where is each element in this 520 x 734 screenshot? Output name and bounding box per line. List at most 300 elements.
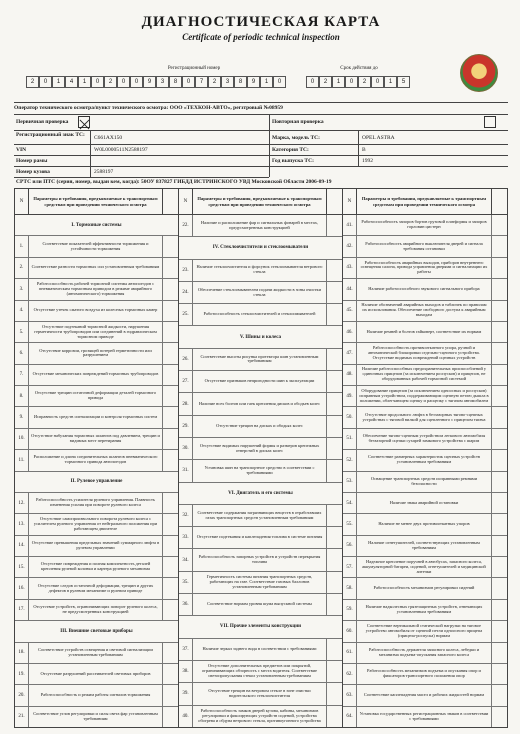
table-row xyxy=(15,279,178,300)
table-row xyxy=(179,683,342,705)
table-row xyxy=(15,664,178,685)
table-row xyxy=(179,572,342,594)
table-row xyxy=(15,429,178,450)
row-requirement: Работоспособность замков дверей кузова, кабины, механизмов регулировки и фиксирующих устройств сидений, устройства обогрева и обдува ветрового стекла, противоугонного устройства xyxy=(198,707,321,723)
row-requirement: Наличие обозначений аварийных выходов и табличек по правилам их использования. Обеспечение свободного доступа к аварийным выходам xyxy=(361,302,487,318)
row-check-cell[interactable] xyxy=(162,407,178,427)
row-requirement: Наличие зеркал заднего вида в соответствии с требованиями xyxy=(202,645,317,651)
row-check-cell[interactable] xyxy=(162,343,178,363)
row-requirement: Соответствие высоты рисунка протектора шин установленным требованиям xyxy=(200,353,319,364)
row-requirement: Отсутствие подтекания и каплепадения топлива в системе питания xyxy=(196,534,323,540)
diagnostic-card xyxy=(14,6,508,728)
row-number: 55. xyxy=(343,514,357,534)
digit-box: 8 xyxy=(169,76,182,88)
row-number: 11. xyxy=(15,450,29,470)
row-check-cell[interactable] xyxy=(491,685,507,705)
row-number: 8. xyxy=(15,386,29,406)
table-row xyxy=(343,343,507,364)
table-row xyxy=(179,304,342,326)
table-row xyxy=(343,621,507,642)
row-number: 22. xyxy=(179,215,193,236)
row-check-cell[interactable] xyxy=(491,279,507,299)
table-row xyxy=(179,460,342,482)
row-number: 39. xyxy=(179,683,193,704)
row-number: 18. xyxy=(15,643,29,663)
check-header xyxy=(326,189,342,214)
table-row xyxy=(15,407,178,428)
digit-box: 0 xyxy=(130,76,143,88)
row-number: 60. xyxy=(343,621,357,641)
row-check-cell[interactable] xyxy=(326,215,342,236)
row-requirement: Работоспособность аварийных выходов, приборов внутреннего освещения салона, привода управления дверями и сигнализации их работы xyxy=(360,259,488,275)
section-title: II. Рулевое управление xyxy=(70,479,123,485)
row-requirement: Наличие огнетушителей, соответствующих установленным требованиям xyxy=(368,539,480,550)
table-row xyxy=(15,343,178,364)
digit-box: 1 xyxy=(384,76,397,88)
table-row xyxy=(15,600,178,621)
row-requirement: Соответствие устройств освещения и световой сигнализации установленным требованиям xyxy=(38,646,153,657)
table-row xyxy=(179,505,342,527)
row-check-cell[interactable] xyxy=(162,429,178,449)
row-number: 32. xyxy=(179,505,193,526)
table-row xyxy=(179,215,342,237)
row-check-cell[interactable] xyxy=(491,536,507,556)
row-check-cell[interactable] xyxy=(491,258,507,278)
table-row xyxy=(179,549,342,571)
table-row xyxy=(343,578,507,599)
row-check-cell[interactable] xyxy=(326,304,342,325)
column-header-text: Параметры и требования, предъявляемые к транспортным средствам при проведении технического осмотра xyxy=(197,196,322,207)
table-row xyxy=(343,685,507,706)
row-number: 49. xyxy=(343,386,357,406)
digit-box: 8 xyxy=(234,76,247,88)
row-requirement: Отсутствие разрушений рассеивателей световых приборов xyxy=(40,670,151,676)
section-title: VI. Двигатель и его системы xyxy=(228,490,293,496)
row-number: 27. xyxy=(179,371,193,392)
table-row xyxy=(179,416,342,438)
digit-box: 0 xyxy=(273,76,286,88)
digit-box: 9 xyxy=(143,76,156,88)
row-requirement: Работоспособность запоров бортов грузовой платформы и запоров горловин цистерн xyxy=(361,219,487,230)
table-row xyxy=(343,600,507,621)
row-check-cell[interactable] xyxy=(162,685,178,705)
table-row xyxy=(343,450,507,471)
table-row xyxy=(15,301,178,322)
row-requirement: Отсутствие утечек сжатого воздуха из колесных тормозных камер xyxy=(33,307,158,313)
row-check-cell[interactable] xyxy=(326,505,342,526)
digit-box: 2 xyxy=(26,76,39,88)
row-requirement: Отсутствие самопроизвольного поворота рулевого колеса с усилителем рулевого управления от нейтрального положения при работающем двигателе xyxy=(33,516,158,531)
row-check-cell[interactable] xyxy=(326,572,342,593)
row-check-cell[interactable] xyxy=(491,472,507,492)
reg-number-label: Регистрационный номер xyxy=(167,66,221,71)
section-heading xyxy=(15,472,178,493)
row-requirement: Наличие знака аварийной остановки xyxy=(389,499,459,505)
section-title: VII. Прочие элементы конструкции xyxy=(219,624,302,630)
table-row xyxy=(343,365,507,386)
row-number: 14. xyxy=(15,536,29,556)
table-row xyxy=(343,536,507,557)
row-requirement: Отсутствие следов остаточной деформации, трещин и других дефектов в рулевом механизме и рулевом приводе xyxy=(37,582,154,593)
row-check-cell[interactable] xyxy=(491,450,507,470)
row-requirement: Отсутствие трещин остаточной деформации деталей тормозного привода xyxy=(34,390,157,401)
row-check-cell[interactable] xyxy=(491,664,507,684)
row-check-cell[interactable] xyxy=(491,322,507,342)
row-number: 2. xyxy=(15,258,29,278)
table-row xyxy=(179,393,342,415)
row-requirement: Отсутствие коррозии, грозящей потерей герметичности или разрушением xyxy=(39,347,152,358)
operator-line: Оператор технического осмотра/пункт технического осмотра: ООО «ТЕХКОН-АВТО», регзтровый №08959 xyxy=(14,105,283,111)
digit-box: 0 xyxy=(345,76,358,88)
row-requirement: Наличие и расположение фар и сигнальных фонарей в местах, предусмотренных конструкцией xyxy=(200,219,319,230)
digit-box: 0 xyxy=(117,76,130,88)
table-row xyxy=(343,514,507,535)
row-check-cell[interactable] xyxy=(491,621,507,641)
make-label: Марка, модель ТС: xyxy=(272,135,320,141)
vin-value: W0L0000511N2588197 xyxy=(94,147,148,153)
table-row xyxy=(15,685,178,706)
row-number: 31. xyxy=(179,460,193,481)
row-number: 61. xyxy=(343,643,357,663)
row-requirement: Отсутствие повреждения и полная комплектность деталей крепления рулевой колонки и картера рулевого механизма xyxy=(40,561,151,572)
row-check-cell[interactable] xyxy=(491,707,507,727)
column-header xyxy=(343,189,507,215)
row-number: 6. xyxy=(15,343,29,363)
digit-box: 3 xyxy=(221,76,234,88)
row-check-cell[interactable] xyxy=(326,549,342,570)
table-row xyxy=(343,215,507,236)
row-check-cell[interactable] xyxy=(162,493,178,513)
row-check-cell[interactable] xyxy=(162,643,178,663)
table-row xyxy=(15,322,178,343)
row-number: 19. xyxy=(15,664,29,684)
row-number: 50. xyxy=(343,407,357,427)
row-check-cell[interactable] xyxy=(162,664,178,684)
section-heading xyxy=(179,326,342,348)
table-row xyxy=(15,365,178,386)
row-number: 25. xyxy=(179,304,193,325)
section-heading xyxy=(179,483,342,505)
column-header xyxy=(15,189,178,215)
row-check-cell[interactable] xyxy=(326,706,342,727)
table-row xyxy=(15,236,178,257)
table-row xyxy=(179,639,342,661)
digit-box: 1 xyxy=(332,76,345,88)
row-number: 36. xyxy=(179,594,193,615)
digit-box: 7 xyxy=(195,76,208,88)
row-check-cell[interactable] xyxy=(491,643,507,663)
digit-box: 0 xyxy=(371,76,384,88)
row-requirement: Работоспособность держателя запасного колеса, лебедки и механизма подъема-опускания запасного колеса xyxy=(368,646,480,657)
category-value: B xyxy=(362,147,366,153)
body-value: 2588197 xyxy=(94,169,114,175)
table-row xyxy=(343,664,507,685)
table-row xyxy=(15,536,178,557)
row-number: 45. xyxy=(343,301,357,321)
table-row xyxy=(343,279,507,300)
row-check-cell[interactable] xyxy=(491,557,507,577)
body-label: Номер кузова xyxy=(16,169,50,175)
table-row xyxy=(179,260,342,282)
row-number: 29. xyxy=(179,416,193,437)
table-row xyxy=(343,493,507,514)
row-check-cell[interactable] xyxy=(162,279,178,299)
row-number: 4. xyxy=(15,301,29,321)
column-header-text: Параметры и требования, предъявляемые к транспортным средствам при проведении технического осмотра xyxy=(33,196,158,207)
row-check-cell[interactable] xyxy=(162,514,178,534)
row-requirement: Наличие всех болтов или гаек крепления дисков и ободьев колес xyxy=(198,400,321,406)
row-check-cell[interactable] xyxy=(326,460,342,481)
frame-label: Номер рамы xyxy=(16,158,48,164)
table-row xyxy=(343,258,507,279)
row-requirement: Работоспособность рабочей тормозной системы автопоездов с пневматическим тормозным приводом в режиме аварийного (автоматического) торможения xyxy=(36,280,155,296)
row-number: 26. xyxy=(179,349,193,370)
row-requirement: Обеспечение тягово-сцепным устройством легкового автомобиля беззазорной сцепки сухарей замкового устройства с шаром xyxy=(362,433,486,443)
row-number: 1. xyxy=(15,236,29,256)
section-title: V. Шины и колеса xyxy=(239,334,282,340)
row-check-cell[interactable] xyxy=(162,258,178,278)
row-check-cell[interactable] xyxy=(162,578,178,598)
row-number: 46. xyxy=(343,322,357,342)
digit-box: 0 xyxy=(91,76,104,88)
section-title: III. Внешние световые приборы xyxy=(60,628,133,634)
row-check-cell[interactable] xyxy=(162,600,178,620)
valid-until-label: Срок действия до xyxy=(340,66,378,71)
row-check-cell[interactable] xyxy=(326,349,342,370)
row-number: 42. xyxy=(343,236,357,256)
row-requirement: Наличие не менее двух противооткатных упоров xyxy=(378,520,470,526)
category-label: Категория ТС: xyxy=(272,147,309,153)
table-row xyxy=(343,301,507,322)
section-heading xyxy=(15,215,178,236)
n-header: N xyxy=(343,189,357,214)
row-requirement: Соответствие показателей эффективности торможения и устойчивости торможения xyxy=(42,240,149,251)
row-check-cell[interactable] xyxy=(326,661,342,682)
row-requirement: Работоспособность аварийного выключателя дверей и сигнала требования остановки xyxy=(365,240,483,251)
row-requirement: Наличие работоспособных предохранительных приспособлений у одиночных прицепов (за исключением роспусков) и прицепов, не оборудованных рабочей тормозной системой xyxy=(361,366,487,382)
table-row xyxy=(343,322,507,343)
row-number: 51. xyxy=(343,429,357,449)
emblem-seal xyxy=(460,54,498,92)
row-requirement: Соответствие размерных характеристик сцепных устройств установленным требованиям xyxy=(367,454,480,465)
row-check-cell[interactable] xyxy=(491,514,507,534)
digit-box: 2 xyxy=(104,76,117,88)
section-title: I. Тормозные системы xyxy=(71,222,122,228)
row-check-cell[interactable] xyxy=(326,260,342,281)
row-check-cell[interactable] xyxy=(326,594,342,615)
row-number: 7. xyxy=(15,365,29,385)
row-requirement: Наличие ремней и болтов гайковерт, соответствие их нормам xyxy=(366,328,482,334)
row-requirement: Соответствие вертикальной статической нагрузки на тяговое устройство автомобиля от сцепной петли одноосного прицепа (прицепа-роспуска) нормам xyxy=(365,622,483,638)
repeat-check-label: Повторная проверка xyxy=(272,119,324,125)
digit-box: 4 xyxy=(65,76,78,88)
reg-number-boxes xyxy=(26,76,286,88)
row-number: 38. xyxy=(179,661,193,682)
row-requirement: Соответствие содержания загрязняющих веществ в отработавших газах транспортных средств установленным требованиям xyxy=(197,509,322,520)
primary-check-label: Первичная проверка xyxy=(16,119,69,125)
table-row xyxy=(179,438,342,460)
row-check-cell[interactable] xyxy=(491,343,507,363)
table-row xyxy=(15,643,178,664)
row-number: 33. xyxy=(179,527,193,548)
table-row xyxy=(15,386,178,407)
row-check-cell[interactable] xyxy=(162,365,178,385)
row-check-cell[interactable] xyxy=(162,386,178,406)
row-check-cell[interactable] xyxy=(491,493,507,513)
digit-box: 9 xyxy=(247,76,260,88)
row-check-cell[interactable] xyxy=(162,536,178,556)
row-check-cell[interactable] xyxy=(162,236,178,256)
row-check-cell[interactable] xyxy=(491,236,507,256)
table-row xyxy=(343,429,507,450)
table-row xyxy=(343,707,507,727)
row-number: 53. xyxy=(343,472,357,492)
row-check-cell[interactable] xyxy=(491,215,507,235)
row-requirement: Работоспособность и режим работы сигналов торможения xyxy=(40,691,151,697)
row-requirement: Наличие надколесных грязезащитных устройств, отвечающих установленным требованиям xyxy=(365,604,483,614)
row-check-cell[interactable] xyxy=(491,365,507,385)
row-requirement: Работоспособность запорных устройств и устройств перекрытия топлива xyxy=(198,554,321,565)
row-number: 37. xyxy=(179,639,193,660)
digit-box: 0 xyxy=(182,76,195,88)
row-number: 28. xyxy=(179,393,193,414)
row-requirement: Работоспособность стеклоочистителей и стеклоомывателей xyxy=(203,311,316,317)
row-check-cell[interactable] xyxy=(326,393,342,414)
row-check-cell[interactable] xyxy=(162,707,178,727)
card-title: ДИАГНОСТИЧЕСКАЯ КАРТА xyxy=(141,14,381,30)
section-heading xyxy=(179,616,342,638)
row-check-cell[interactable] xyxy=(491,429,507,449)
row-check-cell[interactable] xyxy=(491,578,507,598)
row-check-cell[interactable] xyxy=(491,407,507,427)
reg-sign-value: С661АХ150 xyxy=(94,135,123,141)
digit-box: 2 xyxy=(208,76,221,88)
row-number: 56. xyxy=(343,536,357,556)
row-requirement: Отсутствие трещин на дисках и ободьях колес xyxy=(216,422,303,428)
row-requirement: Соответствие каплепадения масел и рабочих жидкостей нормам xyxy=(363,691,485,697)
table-row xyxy=(15,450,178,471)
row-number: 5. xyxy=(15,322,29,342)
year-value: 1992 xyxy=(362,158,373,164)
digit-box: 0 xyxy=(306,76,319,88)
digit-box: 3 xyxy=(156,76,169,88)
table-row xyxy=(15,707,178,727)
n-header: N xyxy=(15,189,29,214)
row-number: 40. xyxy=(179,706,193,727)
row-requirement: Работоспособность механизмов подъема и опускания опор и фиксаторов транспортного положения опор xyxy=(367,668,481,679)
row-check-cell[interactable] xyxy=(491,600,507,620)
row-check-cell[interactable] xyxy=(162,301,178,321)
row-requirement: Соответствие разности тормозных сил установленным требованиям xyxy=(31,264,160,270)
primary-check-box[interactable] xyxy=(78,116,90,128)
table-row xyxy=(15,578,178,599)
row-number: 62. xyxy=(343,664,357,684)
row-check-cell[interactable] xyxy=(162,450,178,470)
row-number: 3. xyxy=(15,279,29,299)
row-check-cell[interactable] xyxy=(326,639,342,660)
row-number: 24. xyxy=(179,282,193,303)
row-number: 16. xyxy=(15,578,29,598)
column-header xyxy=(179,189,342,215)
row-requirement: Установка шин на транспортное средство в соответствии с требованиями xyxy=(204,464,315,475)
row-number: 20. xyxy=(15,685,29,705)
table-row xyxy=(179,371,342,393)
row-check-cell[interactable] xyxy=(326,416,342,437)
row-requirement: Надежное крепление поручней в автобусах, запасного колеса, аккумуляторной батареи, сидений, огнетушителей и медицинской аптечки xyxy=(362,558,486,574)
check-header xyxy=(162,189,178,214)
inspection-table xyxy=(14,188,508,728)
table-row xyxy=(179,527,342,549)
check-header xyxy=(491,189,507,214)
row-number: 43. xyxy=(343,258,357,278)
row-number: 23. xyxy=(179,260,193,281)
section-heading xyxy=(15,621,178,642)
row-check-cell[interactable] xyxy=(326,282,342,303)
row-check-cell[interactable] xyxy=(326,527,342,548)
row-check-cell[interactable] xyxy=(326,371,342,392)
row-check-cell[interactable] xyxy=(326,438,342,459)
row-number: 34. xyxy=(179,549,193,570)
row-number: 17. xyxy=(15,600,29,620)
table-row xyxy=(179,706,342,727)
row-requirement: Обеспечение стеклоомывателем подачи жидкости в зоны очистки стекла xyxy=(197,286,321,297)
row-check-cell[interactable] xyxy=(326,683,342,704)
row-number: 12. xyxy=(15,493,29,513)
row-number: 35. xyxy=(179,572,193,593)
table-row xyxy=(179,594,342,616)
row-requirement: Отсутствие подтеканий тормозной жидкости, нарушения герметичности трубопроводов или соединений в гидравлическом тормозном приводе xyxy=(34,323,157,339)
row-number: 41. xyxy=(343,215,357,235)
row-requirement: Оборудование прицепов (за исключением одноосных и роспусков) исправным устройством, поддерживающим сцепную петлю дышла в положении, облегчающем сцепку и расцепку с тягачом автомобилем xyxy=(359,387,489,403)
row-requirement: Отсутствие набухания тормозных шлангов под давлением, трещин и видимых мест перетирания xyxy=(31,433,160,443)
digit-box: 2 xyxy=(358,76,371,88)
row-check-cell[interactable] xyxy=(162,322,178,342)
year-label: Год выпуска ТС: xyxy=(272,158,314,164)
row-requirement: Оснащение транспортных средств исправными ремнями безопасности xyxy=(370,475,478,486)
reg-sign-label: Регистрационный знак ТС: xyxy=(16,132,85,138)
valid-until-boxes xyxy=(306,76,410,88)
vin-label: VIN xyxy=(16,147,27,153)
row-requirement: Наличие стеклоочистителя и форсунок стеклоомывателя ветрового стекла xyxy=(196,264,323,275)
row-requirement: Отсутствие продольного люфта в беззазорных тягово-сцепных устройствах с тяговой вилкой для сцепленного с прицепом тягача xyxy=(362,411,486,422)
row-number: 10. xyxy=(15,429,29,449)
row-requirement: Работоспособность усилителя рулевого управления. Плавность изменения усилия при повороте рулевого колеса xyxy=(36,497,155,508)
row-number: 64. xyxy=(343,707,357,727)
row-requirement: Отсутствие видимых нарушений формы и размеров крепежных отверстий в дисках колес xyxy=(199,442,320,453)
row-number: 21. xyxy=(15,707,29,727)
digit-box: 1 xyxy=(78,76,91,88)
row-requirement: Расположение и длина соединительных шлангов пневматического тормозного привода автопоездов xyxy=(33,454,158,465)
repeat-check-box[interactable] xyxy=(484,116,496,128)
row-number: 54. xyxy=(343,493,357,513)
row-number: 9. xyxy=(15,407,29,427)
table-column xyxy=(179,189,343,727)
row-check-cell[interactable] xyxy=(491,386,507,406)
table-row xyxy=(343,472,507,493)
row-requirement: Наличие работоспособного звукового сигнального прибора xyxy=(368,285,480,291)
row-check-cell[interactable] xyxy=(162,557,178,577)
table-row xyxy=(15,493,178,514)
row-number: 13. xyxy=(15,514,29,534)
row-requirement: Работоспособность механизмов регулировки сидений xyxy=(373,585,475,591)
row-check-cell[interactable] xyxy=(491,301,507,321)
table-row xyxy=(179,349,342,371)
row-requirement: Соответствие нормам уровня шума выпускной системы xyxy=(207,601,312,607)
digit-box: 1 xyxy=(260,76,273,88)
digit-box: 2 xyxy=(319,76,332,88)
row-number: 30. xyxy=(179,438,193,459)
section-heading xyxy=(179,237,342,259)
